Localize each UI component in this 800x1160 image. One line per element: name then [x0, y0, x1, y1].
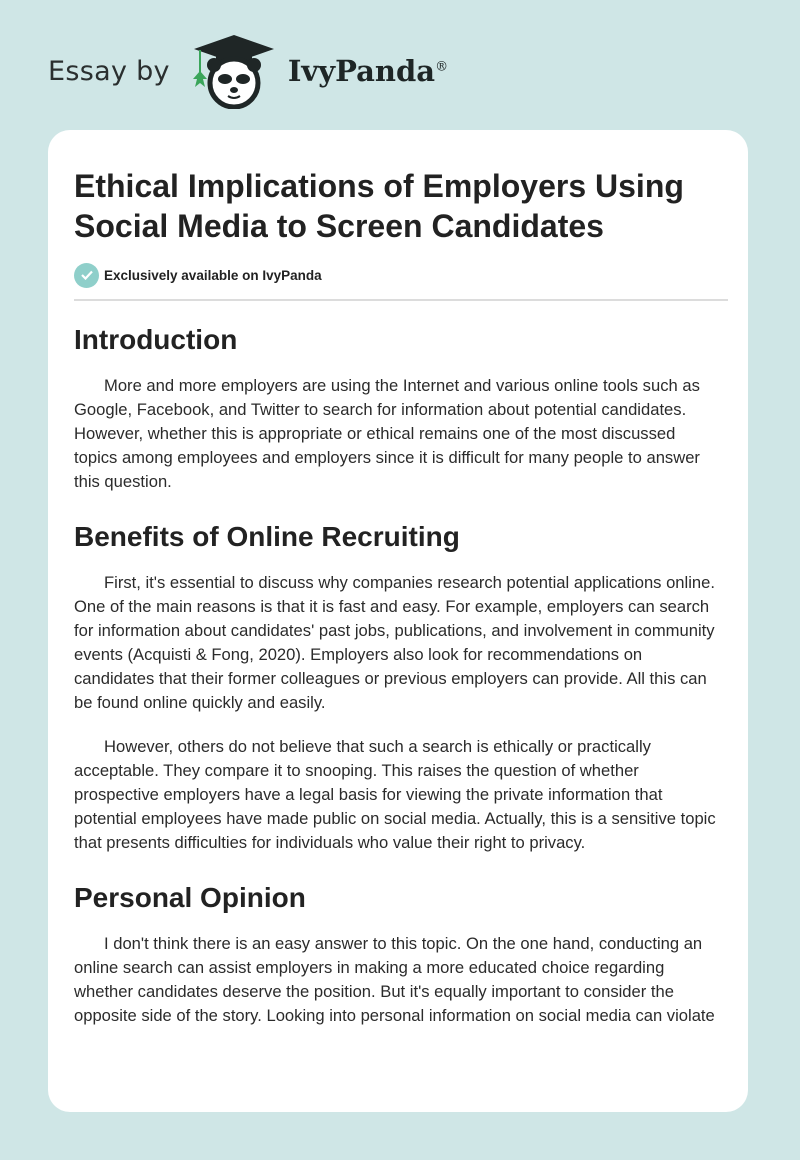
panda-graduate-icon: [192, 33, 276, 109]
paragraph-line: One of the main reasons is that it is fast and easy. For example, employers can search: [74, 597, 710, 616]
title-line: Social Media to Screen Candidates: [74, 208, 604, 244]
paragraph-line: this question.: [74, 472, 172, 491]
ivypanda-logo[interactable]: [48, 36, 448, 106]
essay-card: [48, 130, 748, 1112]
paragraph-line: prospective employers have a legal basis for viewing the private information that: [74, 785, 663, 804]
section-heading: Benefits of Online Recruiting: [74, 521, 460, 552]
paragraph-line: for information about candidates' past jobs, publications, and involvement in community: [74, 621, 715, 640]
paragraph-line: I don't think there is an easy answer to this topic. On the one hand, conducting an: [104, 934, 703, 953]
section-heading: Introduction: [74, 324, 238, 355]
paragraph-line: opposite side of the story. Looking into personal information on social media can violate: [74, 1006, 715, 1025]
paragraph: [74, 932, 728, 1028]
title-line: Ethical Implications of Employers Using: [74, 168, 684, 204]
registered-mark: ®: [435, 59, 449, 75]
paragraph: [74, 735, 728, 855]
paragraph-line: events (Acquisti & Fong, 2020). Employers also look for recommendations on: [74, 645, 643, 664]
badge-text: Exclusively available on IvyPanda: [104, 267, 322, 283]
paragraph-line: topics among employees and employers since it is difficult for many people to answer: [74, 448, 700, 467]
page-title: [74, 166, 728, 246]
brand-text: IvyPanda: [287, 54, 436, 88]
paragraph-line: However, whether this is appropriate or ethical remains one of the most discussed: [74, 424, 676, 443]
section-heading: Personal Opinion: [74, 882, 306, 913]
paragraph-line: candidates that their former colleagues or previous employers can provide. All this can: [74, 669, 707, 688]
essay-content: [74, 166, 728, 1028]
paragraph: [74, 571, 728, 715]
paragraph: [74, 374, 728, 494]
check-icon: [74, 263, 99, 288]
paragraph-line: Google, Facebook, and Twitter to search for information about potential candidates.: [74, 400, 687, 419]
paragraph-line: potential employees have made public on social media. Actually, this is a sensitive topic: [74, 809, 716, 828]
paragraph-line: More and more employers are using the Internet and various online tools such as: [104, 376, 700, 395]
paragraph-line: acceptable. They compare it to snooping. This raises the question of whether: [74, 761, 639, 780]
divider: [74, 299, 728, 301]
paragraph-line: whether candidates deserve the position. But it's equally important to consider the: [74, 982, 674, 1001]
paragraph-line: online search can assist employers in making a more educated choice regarding: [74, 958, 665, 977]
paragraph-line: First, it's essential to discuss why companies research potential applications online.: [104, 573, 715, 592]
brand-name: [288, 54, 448, 88]
exclusive-badge: [74, 262, 728, 288]
essay-body: [74, 323, 728, 1028]
paragraph-line: be found online quickly and easily.: [74, 693, 326, 712]
essay-by-label: Essay by: [48, 55, 170, 87]
paragraph-line: However, others do not believe that such a search is ethically or practically: [104, 737, 651, 756]
paragraph-line: that presents difficulties for individuals who value their right to privacy.: [74, 833, 586, 852]
